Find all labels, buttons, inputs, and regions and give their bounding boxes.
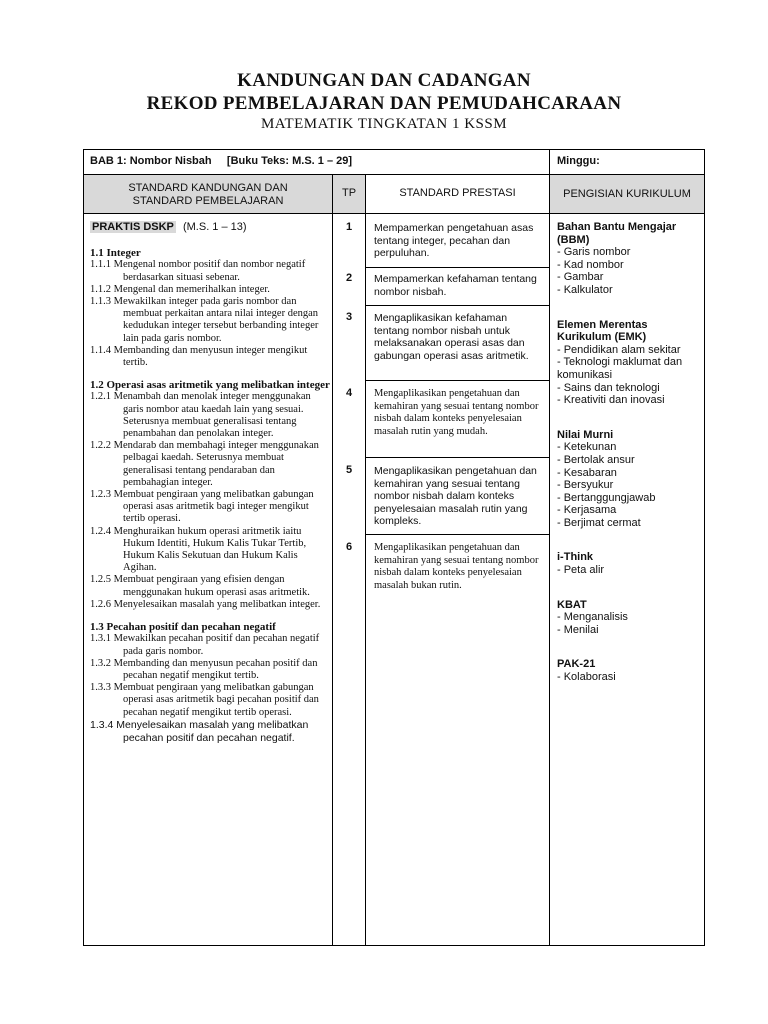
header-tp: TP: [341, 187, 357, 199]
kurikulum-item: - Ketekunan: [557, 441, 617, 454]
section-heading: 1.3 Pecahan positif dan pecahan negatif: [90, 621, 276, 634]
tp-number: 4: [345, 387, 353, 399]
kurikulum-item: - Kolaborasi: [557, 671, 616, 684]
header-pengisian-kurikulum: PENGISIAN KURIKULUM: [563, 188, 691, 200]
kurikulum-group-ithink: [557, 551, 703, 576]
row-line-header: [83, 174, 705, 175]
sp-item: 1.3.3 Membuat pengiraan yang melibatkan gabungan operasi asas aritmetik bagi pecahan positif dan pecahan negatif mengikut tertib operasi.: [90, 682, 319, 718]
row-line-columns: [83, 213, 705, 214]
sp-item: 1.3.1 Mewakilkan pecahan positif dan pecahan negatif pada garis nombor.: [90, 633, 320, 657]
kurikulum-heading: Elemen Merentas Kurikulum (EMK): [557, 318, 648, 344]
sp-item: 1.1.1 Mengenal nombor positif dan nombor negatif berdasarkan situasi sebenar.: [90, 259, 306, 283]
bab-label: BAB 1: Nombor Nisbah: [90, 155, 212, 167]
praktis-dskp-label: PRAKTIS DSKP: [92, 221, 174, 233]
kurikulum-item: - Bertanggungjawab: [557, 491, 656, 504]
sp-item: 1.2.5 Membuat pengiraan yang efisien dengan menggunakan hukum operasi asas aritmetik.: [90, 574, 310, 598]
kurikulum-item: - Gambar: [557, 271, 604, 284]
prestasi-text: Mengaplikasikan pengetahuan dan kemahiran yang sesuai tentang nombor nisbah dalam konteks penyelesaian masalah rutin yang kompleks.: [374, 465, 537, 527]
kurikulum-heading: KBAT: [557, 598, 587, 611]
title-line-3: MATEMATIK TINGKATAN 1 KSSM: [260, 116, 508, 132]
row-line-tp5: [365, 534, 550, 535]
tp-number: 5: [345, 464, 353, 476]
kurikulum-heading: PAK-21: [557, 658, 596, 671]
kurikulum-group-kbat: [557, 599, 703, 637]
kurikulum-item: - Garis nombor: [557, 246, 631, 259]
tp-number: 6: [345, 541, 353, 553]
row-line-tp4: [365, 457, 550, 458]
sp-item: 1.3.4 Menyelesaikan masalah yang melibatkan pecahan positif dan pecahan negatif.: [90, 718, 309, 744]
col-line-2: [365, 175, 366, 945]
row-line-tp2: [365, 305, 550, 306]
minggu-label: Minggu:: [557, 155, 600, 167]
bab-title: [90, 155, 352, 167]
header-standard-kandungan: [84, 182, 332, 208]
col-line-3: [549, 149, 550, 945]
kurikulum-item: - Kerjasama: [557, 504, 617, 517]
tp-number: 2: [345, 272, 353, 284]
kurikulum-group-pak21: [557, 658, 703, 683]
header-standard-prestasi: STANDARD PRESTASI: [399, 187, 516, 199]
kurikulum-item: - Bertolak ansur: [557, 453, 635, 466]
pengisian-kurikulum-column: [557, 221, 703, 706]
sp-item: 1.2.6 Menyelesaikan masalah yang melibatkan integer.: [90, 598, 321, 610]
sp-item: 1.1.2 Mengenal dan memerihalkan integer.: [90, 283, 270, 295]
row-line-tp3: [365, 380, 550, 381]
sp-item: 1.2.1 Menambah dan menolak integer menggunakan garis nombor atau kaedah lain yang sesuai. Seterusnya membuat generalisasi tentang penambahan dan penolakan integer.: [90, 391, 311, 440]
praktis-dskp: [90, 221, 330, 233]
kurikulum-item: - Peta alir: [557, 564, 605, 577]
kurikulum-item: - Bersyukur: [557, 479, 614, 492]
kurikulum-item: - Sains dan teknologi: [557, 381, 660, 394]
kurikulum-item: - Kalkulator: [557, 283, 613, 296]
kurikulum-group-emk: [557, 319, 703, 407]
standard-kandungan-column: [90, 221, 330, 745]
sp-item: 1.1.3 Mewakilkan integer pada garis nombor dan membuat perkaitan antara nilai integer dengan kedudukan integer tersebut berbanding integer lain pada garis nombor.: [90, 296, 319, 344]
kurikulum-group-bbm: [557, 221, 703, 297]
sp-item: 1.2.3 Membuat pengiraan yang melibatkan gabungan operasi asas aritmetik bagi integer mengikut tertib operasi.: [90, 489, 314, 525]
section-heading: 1.2 Operasi asas aritmetik yang melibatkan integer: [90, 379, 330, 392]
prestasi-text: Mempamerkan kefahaman tentang nombor nisbah.: [374, 273, 537, 298]
kurikulum-item: - Kreativiti dan inovasi: [557, 394, 665, 407]
sp-item: 1.1.4 Membanding dan menyusun integer mengikut tertib.: [90, 344, 308, 369]
header-sk-line2: STANDARD PEMBELAJARAN: [132, 195, 284, 207]
tp-number: 1: [345, 221, 353, 233]
prestasi-text: Mengaplikasikan kefahaman tentang nombor nisbah untuk melaksanakan operasi asas dan gabungan operasi asas aritmetik.: [374, 312, 529, 362]
title-line-1: KANDUNGAN DAN CADANGAN: [237, 70, 531, 91]
kurikulum-heading: Bahan Bantu Mengajar (BBM): [557, 221, 677, 246]
col-line-1: [332, 175, 333, 945]
praktis-dskp-pages: (M.S. 1 – 13): [182, 221, 247, 233]
kurikulum-item: - Kesabaran: [557, 466, 617, 479]
kurikulum-item: - Berjimat cermat: [557, 516, 641, 529]
row-line-tp1: [365, 267, 550, 268]
tp-number: 3: [345, 311, 353, 323]
sp-item: 1.2.4 Menghuraikan hukum operasi aritmetik iaitu Hukum Identiti, Hukum Kalis Tukar Tertib, Hukum Kalis Sekutuan dan Hukum Kalis Agihan.: [90, 525, 307, 574]
prestasi-text: Mengaplikasikan pengetahuan dan kemahiran yang sesuai tentang nombor nisbah dalam konteks penyelesaian masalah rutin yang mudah.: [374, 388, 539, 437]
kurikulum-item: - Pendidikan alam sekitar: [557, 343, 681, 356]
sp-item: 1.3.2 Membanding dan menyusun pecahan positif dan pecahan negatif mengikut tertib.: [90, 657, 318, 681]
title-line-2: REKOD PEMBELAJARAN DAN PEMUDAHCARAAN: [146, 93, 622, 114]
prestasi-text: Mengaplikasikan pengetahuan dan kemahiran yang sesuai tentang nombor nisbah dalam konteks penyelesaian masalah bukan rutin.: [374, 542, 539, 591]
kurikulum-heading: Nilai Murni: [557, 428, 614, 441]
sp-item: 1.2.2 Mendarab dan membahagi integer menggunakan pelbagai kaedah. Seterusnya membuat generalisasi tentang pendaraban dan pembahagian integer.: [90, 440, 319, 488]
prestasi-text: Mempamerkan pengetahuan asas tentang integer, pecahan dan perpuluhan.: [374, 222, 534, 259]
kurikulum-item: - Teknologi maklumat dan komunikasi: [557, 356, 683, 381]
kurikulum-group-nilai: [557, 429, 703, 530]
kurikulum-heading: i-Think: [557, 551, 594, 564]
kurikulum-item: - Kad nombor: [557, 258, 624, 271]
kurikulum-item: - Menganalisis: [557, 611, 628, 624]
buku-teks-label: [Buku Teks: M.S. 1 – 29]: [226, 155, 353, 167]
kurikulum-item: - Menilai: [557, 623, 599, 636]
header-sk-line1: STANDARD KANDUNGAN DAN: [128, 182, 288, 194]
section-heading: 1.1 Integer: [90, 247, 141, 260]
